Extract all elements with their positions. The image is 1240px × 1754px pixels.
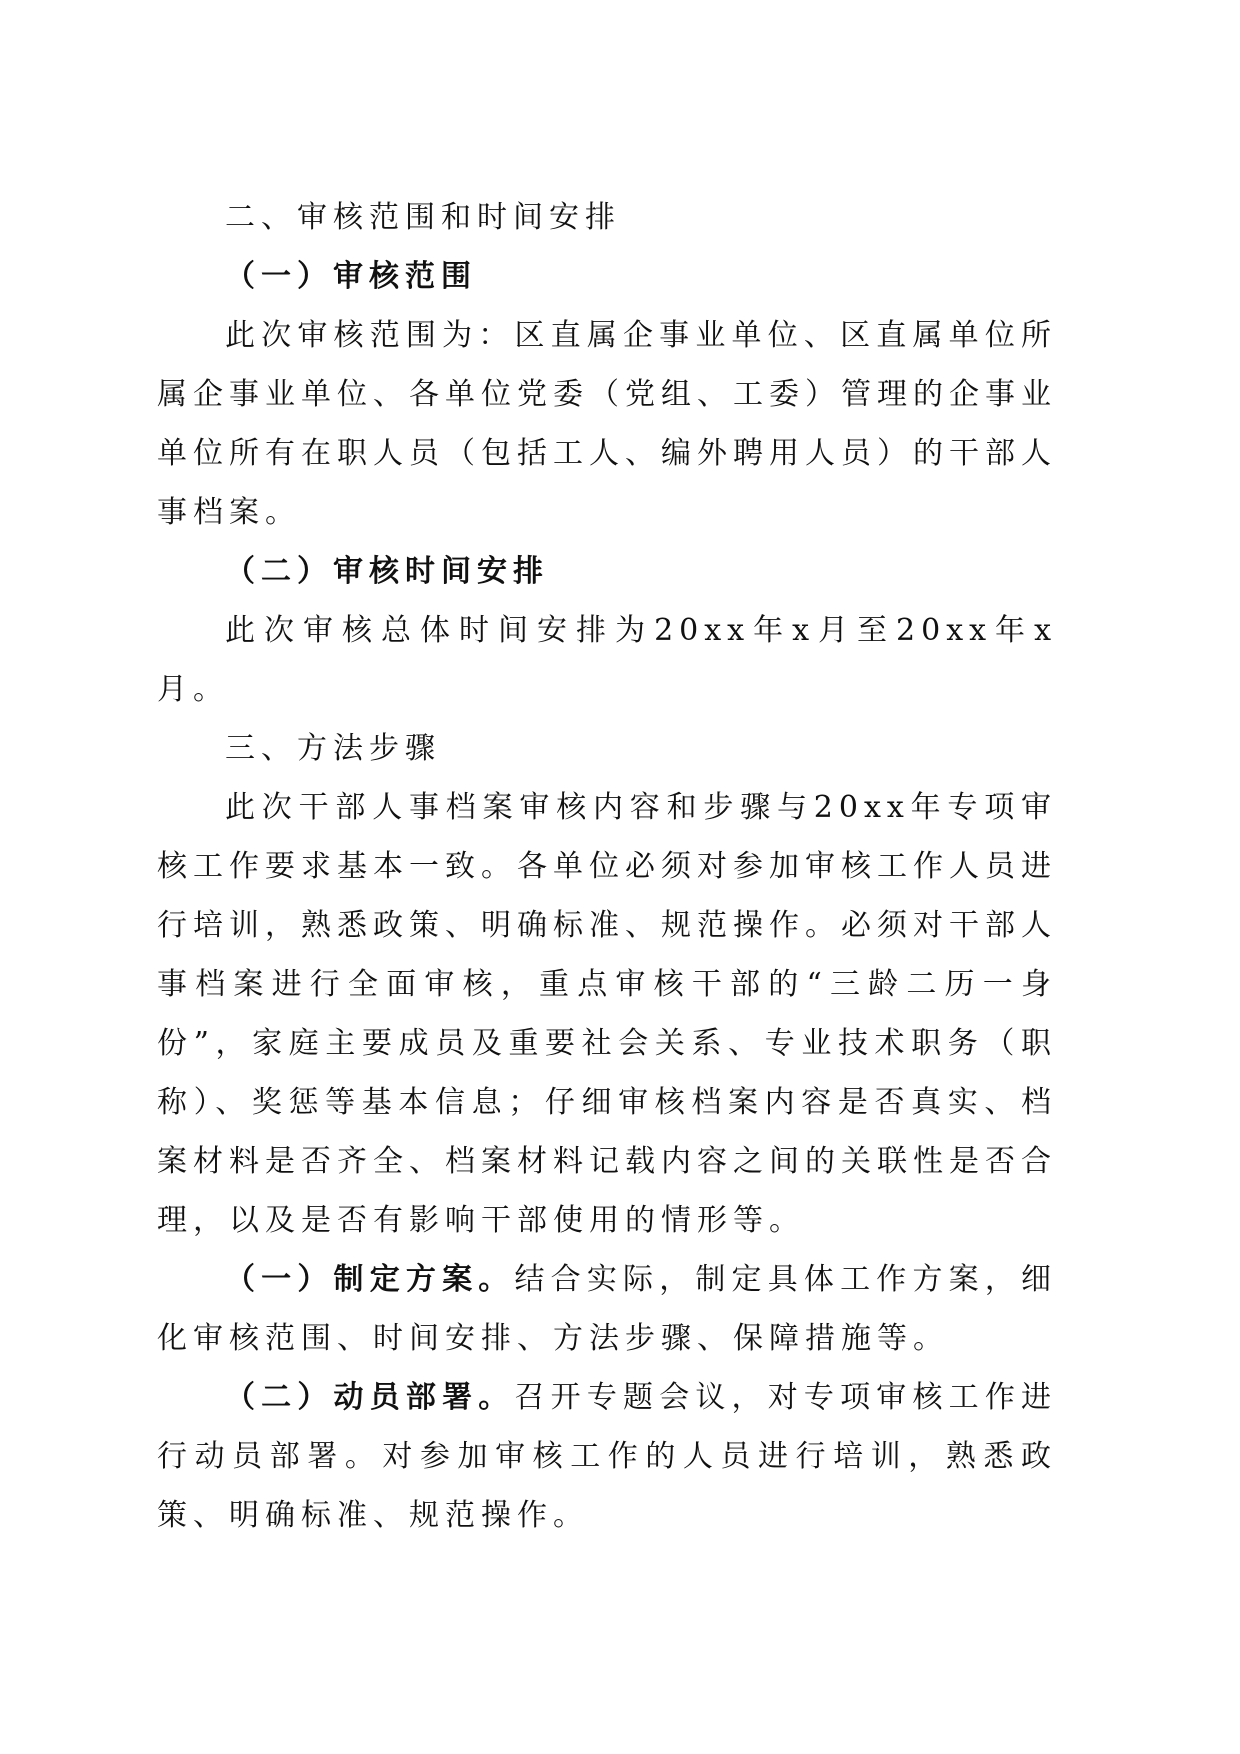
- step-1-paragraph: [157, 1250, 1057, 1368]
- schedule-paragraph: 此次审核总体时间安排为20xx年x月至20xx年x月。: [157, 613, 1057, 707]
- step-2-lead: （二）动员部署。: [225, 1380, 515, 1415]
- step-2-paragraph: [157, 1368, 1057, 1545]
- section-3-heading: 三、方法步骤: [225, 731, 441, 766]
- step-2-text: 召开专题会议，对专项审核工作进行动员部署。对参加审核工作的人员进行培训，熟悉政策、明确标准、规范操作。: [157, 1380, 1058, 1533]
- step-1-text: 结合实际，制定具体工作方案，细化审核范围、时间安排、方法步骤、保障措施等。: [157, 1262, 1058, 1356]
- step-1-lead: （一）制定方案。: [225, 1262, 515, 1297]
- document-body: [157, 188, 1057, 1545]
- method-paragraph: 此次干部人事档案审核内容和步骤与20xx年专项审核工作要求基本一致。各单位必须对参加审核工作人员进行培训，熟悉政策、明确标准、规范操作。必须对干部人事档案进行全面审核，重点审核干部的“三龄二历一身份”，家庭主要成员及重要社会关系、专业技术职务（职称）、奖惩等基本信息；仔细审核档案内容是否真实、档案材料是否齐全、档案材料记载内容之间的关联性是否合理，以及是否有影响干部使用的情形等。: [157, 790, 1057, 1238]
- scope-paragraph: 此次审核范围为：区直属企事业单位、区直属单位所属企事业单位、各单位党委（党组、工委）管理的企事业单位所有在职人员（包括工人、编外聘用人员）的干部人事档案。: [157, 318, 1057, 530]
- schedule-heading: （二）审核时间安排: [225, 554, 549, 589]
- section-2-heading: 二、审核范围和时间安排: [225, 200, 621, 235]
- scope-heading: （一）审核范围: [225, 259, 477, 294]
